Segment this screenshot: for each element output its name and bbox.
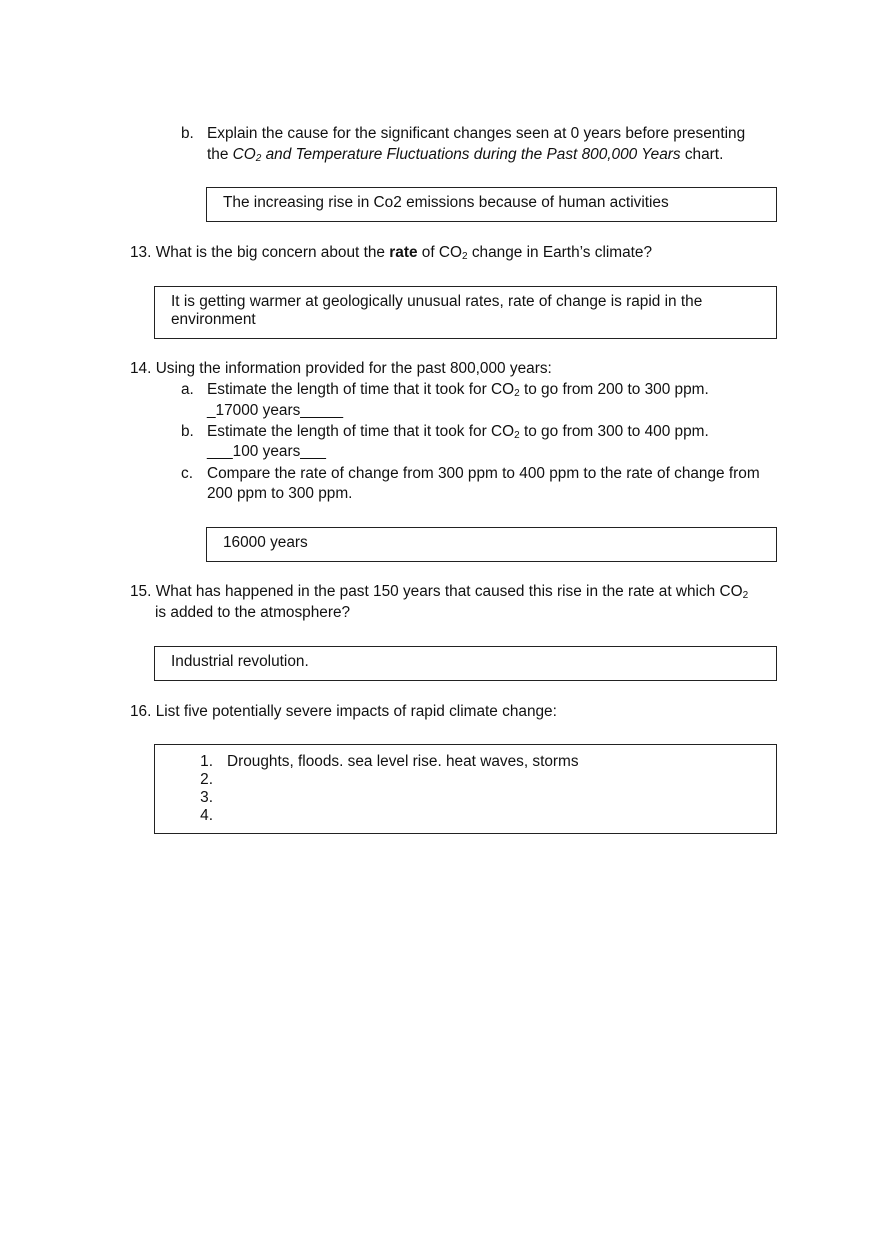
q14b-answer: ___100 years___: [207, 443, 326, 460]
q13-number: 13.: [130, 244, 152, 261]
q14c-answer-box[interactable]: [206, 527, 777, 562]
q16-list-item: [155, 807, 776, 825]
q14-number: 14.: [130, 360, 152, 377]
q14c-text-line1: Compare the rate of change from 300 ppm to 400 ppm to the rate of change from: [207, 465, 760, 482]
q13-answer-box[interactable]: [154, 286, 777, 339]
q16-answer-box[interactable]: [154, 744, 777, 834]
q16-number: 16.: [130, 703, 152, 720]
q16-item-number: 3.: [200, 789, 213, 806]
q16-question: 16. List five potentially severe impacts of rapid climate change:: [130, 703, 557, 720]
q14c-answer-text: 16000 years: [223, 534, 308, 551]
q16-list-item: [155, 771, 776, 789]
q15-question-line2: is added to the atmosphere?: [155, 604, 351, 621]
q16-item-number: 2.: [200, 771, 213, 788]
q14a-text: Estimate the length of time that it took for $CO_2$ to go from 200 to 300 ppm.: [207, 381, 709, 399]
q14b-text: Estimate the length of time that it took for $CO_2$ to go from 300 to 400 ppm.: [207, 423, 709, 441]
q12b-answer-box[interactable]: [206, 187, 777, 222]
q13-question: 13. What is the big concern about the rate of $CO_2$ change in Earth’s climate?: [130, 244, 653, 262]
q12b-text-line2: the $CO_2$ and Temperature Fluctuations during the Past 800,000 Years chart.: [207, 146, 724, 164]
q14a-answer: _17000 years_____: [207, 402, 344, 419]
q16-list-item: [155, 789, 776, 807]
q14c-text-line2: 200 ppm to 300 ppm.: [207, 485, 353, 502]
q16-item-number: 4.: [200, 807, 213, 824]
q16-item-number: 1.: [200, 753, 213, 770]
q14a-label: a.: [181, 381, 194, 398]
q15-question-line1: 15. What has happened in the past 150 years that caused this rise in the rate at which $CO_2$: [130, 583, 749, 601]
q16-item-text: Droughts, floods. sea level rise. heat waves, storms: [227, 753, 579, 770]
q14-question: 14. Using the information provided for the past 800,000 years:: [130, 360, 552, 377]
q14c-label: c.: [181, 465, 193, 482]
q12b-text-line1: Explain the cause for the significant changes seen at 0 years before presenting: [207, 125, 746, 142]
q13-answer-text: It is getting warmer at geologically unusual rates, rate of change is rapid in the environment: [171, 293, 703, 328]
q16-list-item: [155, 753, 776, 771]
q12b-answer-text: The increasing rise in Co2 emissions because of human activities: [223, 194, 669, 211]
q15-answer-text: Industrial revolution.: [171, 653, 309, 670]
q15-number: 15.: [130, 583, 152, 600]
q14b-label: b.: [181, 423, 194, 440]
q15-answer-box[interactable]: [154, 646, 777, 681]
q12b-label: b.: [181, 125, 194, 142]
